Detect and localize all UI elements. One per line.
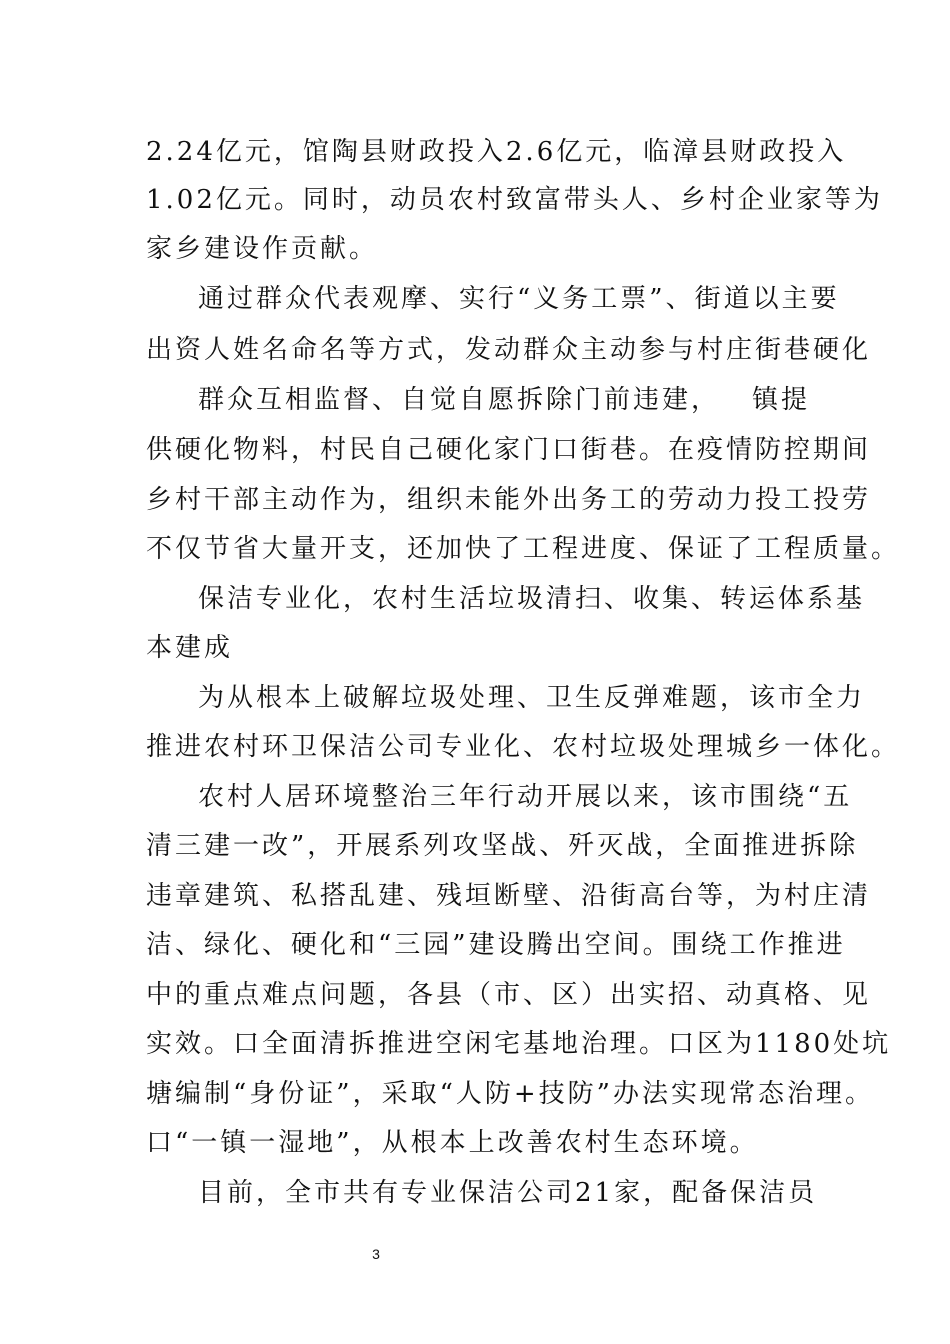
text-line: 乡村干部主动作为，组织未能外出务工的劳动力投工投劳 (146, 485, 872, 515)
paragraph-start-line: 为从根本上破解垃圾处理、卫生反弹难题，该市全力 (198, 683, 866, 713)
text-line: 塘编制“身份证”，采取“人防+技防”办法实现常态治理。 (146, 1079, 874, 1109)
text-line: 2.24亿元，馆陶县财政投入2.6亿元，临漳县财政投入 (146, 137, 847, 167)
text-line: 供硬化物料，村民自己硬化家门口街巷。在疫情防控期间 (146, 435, 872, 465)
section-heading-line: 保洁专业化，农村生活垃圾清扫、收集、转运体系基 (198, 584, 866, 614)
text-line: 出资人姓名命名等方式，发动群众主动参与村庄街巷硬化 (146, 335, 872, 365)
text-line: 实效。口全面清拆推进空闲宅基地治理。口区为1180处坑 (146, 1029, 892, 1059)
paragraph-start-line: 目前，全市共有专业保洁公司21家，配备保洁员 (198, 1178, 818, 1208)
paragraph-start-line: 农村人居环境整治三年行动开展以来，该市围绕“五 (198, 782, 853, 812)
text-line: 家乡建设作贡献。 (146, 234, 379, 264)
text-line: 清三建一改”，开展系列攻坚战、歼灭战，全面推进拆除 (146, 831, 859, 861)
text-line: 违章建筑、私搭乱建、残垣断壁、沿街高台等，为村庄清 (146, 881, 872, 911)
text-line-fragment: 镇提 (752, 385, 811, 415)
text-line: 口“一镇一湿地”，从根本上改善农村生态环境。 (146, 1128, 759, 1158)
section-heading-line: 本建成 (146, 633, 234, 663)
text-line: 洁、绿化、硬化和“三园”建设腾出空间。围绕工作推进 (146, 930, 846, 960)
page-number: 3 (372, 1246, 380, 1262)
text-line: 不仅节省大量开支，还加快了工程进度、保证了工程质量。 (146, 534, 901, 564)
text-line: 推进农村环卫保洁公司专业化、农村垃圾处理城乡一体化。 (146, 732, 901, 762)
paragraph-start-line: 通过群众代表观摩、实行“义务工票”、街道以主要 (198, 284, 840, 314)
text-line: 中的重点难点问题，各县（市、区）出实招、动真格、见 (146, 980, 872, 1010)
text-line: 群众互相监督、自觉自愿拆除门前违建， (198, 385, 721, 415)
text-line: 1.02亿元。同时，动员农村致富带头人、乡村企业家等为 (146, 185, 883, 215)
